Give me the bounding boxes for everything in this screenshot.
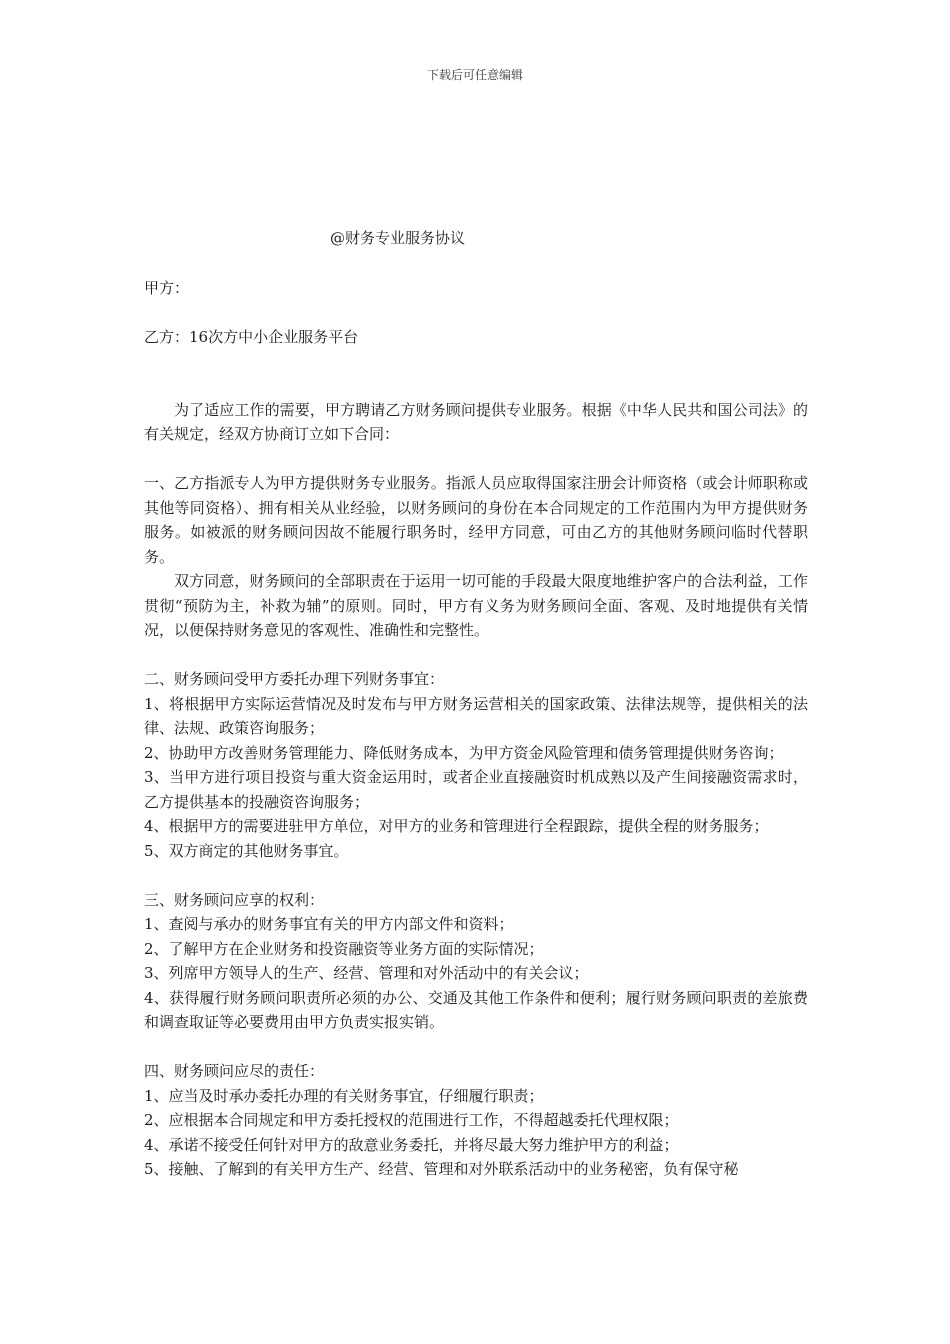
section3-item: 3、列席甲方领导人的生产、经营、管理和对外活动中的有关会议； xyxy=(144,964,589,982)
section1-paragraph-1: 一、乙方指派专人为甲方提供财务专业服务。指派人员应取得国家注册会计师资格（或会计师职称或其他等同资格）、拥有相关从业经验，以财务顾问的身份在本合同规定的工作范围内为甲方提供财务服务。如被派的财务顾问因故不能履行职务时，经甲方同意，可由乙方的其他财务顾问临时代替职务。 xyxy=(144,474,808,566)
section2-item: 4、根据甲方的需要进驻甲方单位，对甲方的业务和管理进行全程跟踪，提供全程的财务服务； xyxy=(144,817,769,835)
section3-item: 4、获得履行财务顾问职责所必须的办公、交通及其他工作条件和便利；履行财务顾问职责的差旅费和调查取证等必要费用由甲方负责实报实销。 xyxy=(144,988,808,1031)
section4-item: 4、承诺不接受任何针对甲方的敌意业务委托，并将尽最大努力维护甲方的利益； xyxy=(144,1135,679,1154)
section3-item: 2、了解甲方在企业财务和投资融资等业务方面的实际情况； xyxy=(144,939,544,958)
section3-title: 三、财务顾问应享的权利： xyxy=(144,890,325,909)
section2-item: 2、协助甲方改善财务管理能力、降低财务成本，为甲方资金风险管理和债务管理提供财务咨询； xyxy=(144,743,784,762)
spacer xyxy=(144,373,808,398)
party-b-line: 乙方：16次方中小企业服务平台 xyxy=(144,328,359,346)
document-title: @财务专业服务协议 xyxy=(330,229,466,247)
spacer xyxy=(144,1035,808,1060)
spacer xyxy=(144,863,808,888)
section1-paragraph-2: 双方同意，财务顾问的全部职责在于运用一切可能的手段最大限度地维护客户的合法利益，工作贯彻“预防为主，补救为辅”的原则。同时，甲方有义务为财务顾问全面、客观、及时地提供有关情况，以便保持财务意见的客观性、准确性和完整性。 xyxy=(144,572,808,639)
header-note: 下载后可任意编辑 xyxy=(426,68,523,82)
section4-item: 2、应根据本合同规定和甲方委托授权的范围进行工作，不得超越委托代理权限； xyxy=(144,1111,679,1129)
section2-item: 5、双方商定的其他财务事宜。 xyxy=(144,841,349,860)
section4-title: 四、财务顾问应尽的责任： xyxy=(144,1062,325,1080)
section4-item: 1、应当及时承办委托办理的有关财务事宜，仔细履行职责； xyxy=(144,1086,544,1105)
spacer xyxy=(144,447,808,472)
section3-item: 1、查阅与承办的财务事宜有关的甲方内部文件和资料； xyxy=(144,915,514,933)
section2-title: 二、财务顾问受甲方委托办理下列财务事宜： xyxy=(144,670,445,688)
section2-item: 3、当甲方进行项目投资与重大资金运用时，或者企业直接融资时机成熟以及产生间接融资需求时，乙方提供基本的投融资咨询服务； xyxy=(144,768,808,811)
contract-body xyxy=(144,373,808,1182)
intro-paragraph: 为了适应工作的需要，甲方聘请乙方财务顾问提供专业服务。根据《中华人民共和国公司法》的有关规定，经双方协商订立如下合同： xyxy=(144,400,808,443)
party-a-line: 甲方： xyxy=(144,279,190,297)
section4-item: 5、接触、了解到的有关甲方生产、经营、管理和对外联系活动中的业务秘密，负有保守秘 xyxy=(144,1160,739,1178)
section2-item: 1、将根据甲方实际运营情况及时发布与甲方财务运营相关的国家政策、法律法规等，提供相关的法律、法规、政策咨询服务； xyxy=(144,694,808,737)
spacer xyxy=(144,643,808,668)
